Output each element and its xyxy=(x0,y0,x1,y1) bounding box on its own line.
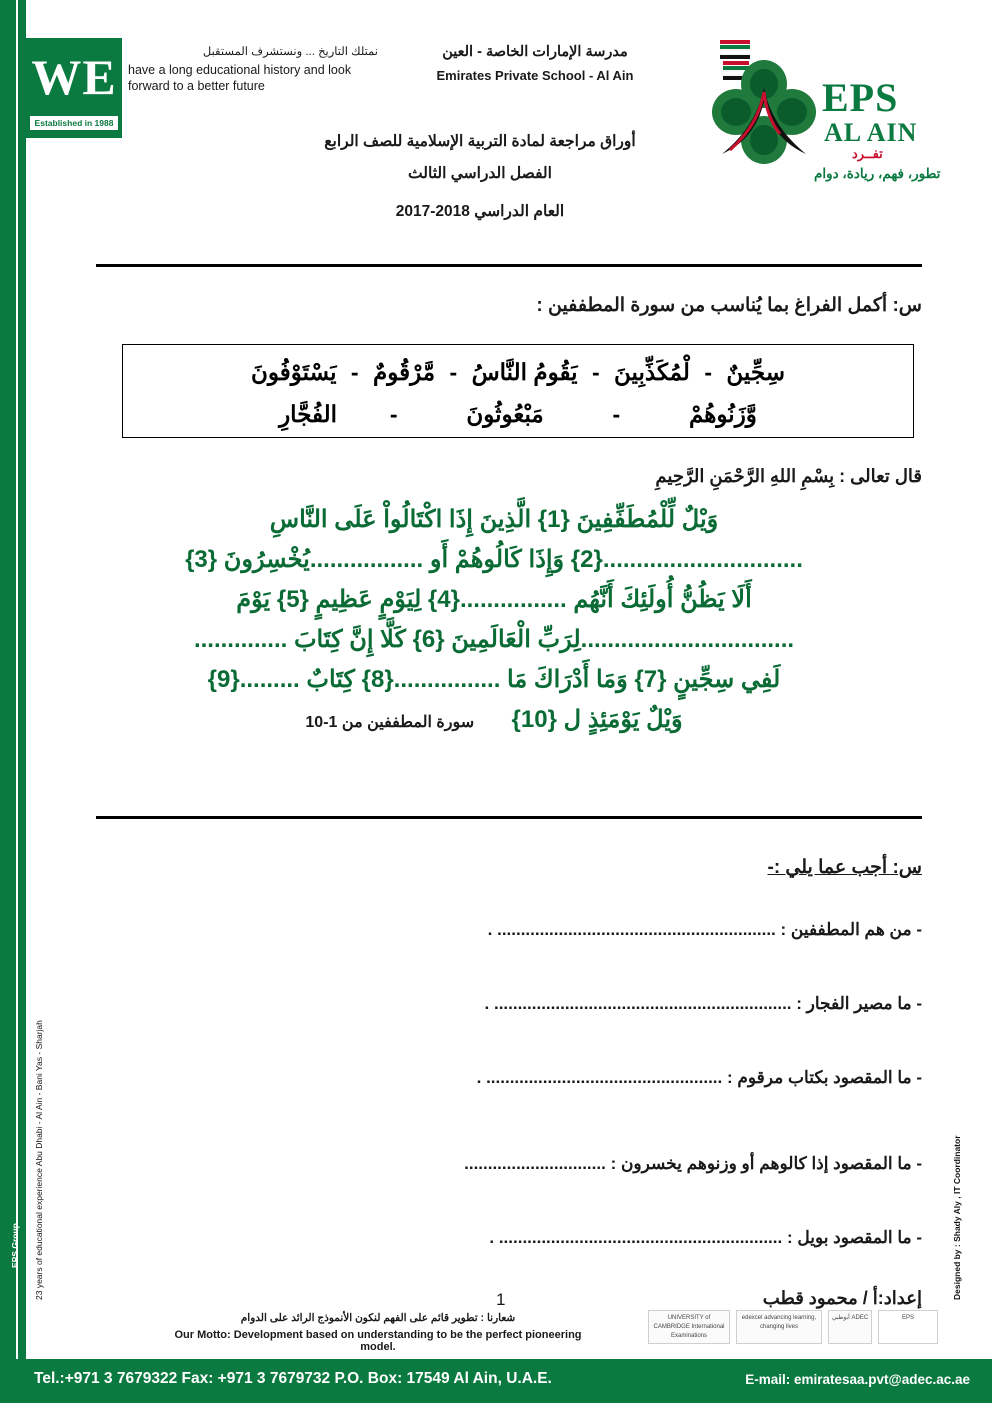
question2-item-5 xyxy=(92,1228,922,1248)
divider-top xyxy=(96,264,922,267)
question2-item-text: - ما مصير الفجار : xyxy=(796,994,922,1013)
answer-dotted-line[interactable]: ............................................................ xyxy=(498,1228,783,1247)
word-bank-item: وَّزَنُوهُمْ xyxy=(688,401,757,427)
verse-line: وَيْلٌ لِّلْمُطَفِّفِينَ {1} الَّذِينَ إِذَا اكْتَالُواْ عَلَى النَّاسِ xyxy=(269,506,719,533)
word-bank-sep: - xyxy=(591,359,600,385)
answer-dotted-line[interactable]: ........................................................... xyxy=(497,920,776,939)
question2-item-text: - من هم المطففين : xyxy=(780,920,922,939)
footer-telephone: Tel.:+971 3 7679322 Fax: +971 3 7679732 P.O. Box: 17549 Al Ain, U.A.E. xyxy=(34,1370,552,1387)
adec-logo: أبوظبي ADEC xyxy=(828,1310,872,1344)
basmala-line: قال تعالى : بِسْمِ اللهِ الرَّحْمَنِ الرَّحِيمِ xyxy=(655,466,922,486)
eps-footer-logo: EPS xyxy=(878,1310,938,1344)
word-bank-item: الفُجَّارِ xyxy=(279,401,338,427)
eps-logo-block xyxy=(702,34,974,202)
footer-email[interactable]: E-mail: emiratesaa.pvt@adec.ac.ae xyxy=(745,1372,970,1387)
answer-dotted-line[interactable]: .............................. xyxy=(464,1154,606,1173)
document-term: الفصل الدراسي الثالث xyxy=(408,165,552,182)
verse-line: ................................لِرَبِّ الْعَالَمِينَ {6} كَلَّا إِنَّ كِتَابَ .............. xyxy=(193,626,795,653)
question2-item-tail: . xyxy=(484,994,490,1013)
word-bank-item: سِجِّينٌ xyxy=(726,359,785,385)
left-green-bar xyxy=(0,0,16,1403)
word-bank-row-1 xyxy=(137,351,899,393)
quran-verses xyxy=(74,500,914,743)
side-note-years: 23 years of educational experience Abu Dhabi - Al Ain - Bani Yas - Sharjah xyxy=(34,1020,44,1300)
document-year: العام الدراسي 2018-2017 xyxy=(395,203,565,220)
school-name-arabic: مدرسة الإمارات الخاصة - العين xyxy=(442,44,628,60)
word-bank-sep: - xyxy=(449,359,458,385)
word-bank-box xyxy=(122,344,914,438)
question2-item-1 xyxy=(92,920,922,940)
surah-reference: سورة المطففين من 1-10 xyxy=(305,714,475,731)
we-motto-english: have a long educational history and look forward to a better future xyxy=(128,63,352,93)
question2-item-4 xyxy=(92,1154,922,1174)
clover-leaf-icon xyxy=(710,58,818,166)
eps-title: EPS xyxy=(822,75,899,120)
eps-subtitle: AL AIN xyxy=(824,118,918,147)
question2-item-text: - ما المقصود إذا كالوهم أو وزنوهم يخسرون : xyxy=(610,1154,922,1173)
document-title: أوراق مراجعة لمادة التربية الإسلامية للصف الرابع xyxy=(324,133,636,150)
word-bank-row-2 xyxy=(137,393,899,435)
we-logo-text: WE xyxy=(31,49,117,105)
footer-contact-bar xyxy=(0,1359,992,1403)
edexcel-logo: edexcel advancing learning, changing lives xyxy=(736,1310,822,1344)
side-note-designer: Designed by : Shady Aly , IT Coordinator xyxy=(952,1135,962,1300)
divider-middle xyxy=(96,816,922,819)
footer-motto-english: Our Motto: Development based on understanding to be the perfect pioneering model. xyxy=(174,1329,582,1353)
word-bank-sep: - xyxy=(704,359,713,385)
verse-line: أَلَا يَظُنُّ أُولَئِكَ أَنَّهُم ................{4} لِيَوْمٍ عَظِيمٍ {5} يَوْمَ xyxy=(236,586,752,613)
question2-item-3 xyxy=(92,1068,922,1088)
question2-item-tail: . xyxy=(476,1068,482,1087)
word-bank-item: يَسْتَوْفُونَ xyxy=(251,359,337,385)
verse-line: لَفِي سِجِّينٍ {7} وَمَا أَدْرَاكَ مَا ................{8} كِتَابٌ .........{9} xyxy=(207,666,781,693)
word-bank-item: لْمُكَذِّبِينَ xyxy=(614,359,690,385)
footer-motto-arabic: شعارنا : تطوير قائم على الفهم لنكون الأنموذج الرائد على الدوام xyxy=(240,1312,516,1324)
we-logo xyxy=(26,38,122,138)
we-established-label: Established in 1988 xyxy=(30,116,118,130)
question2-item-tail: . xyxy=(489,1228,495,1247)
side-note-eps-group: EPS Group xyxy=(10,1223,20,1268)
verse-line: وَيْلٌ يَوْمَئِذٍ ل {10} xyxy=(511,706,683,733)
question2-item-tail: . xyxy=(487,920,493,939)
verse-line: ..............................{2} وَإِذَا كَالُوهُمْ أَو .................يُخْسِرُونَ {3} xyxy=(185,546,803,573)
eps-motto: تطور، فهم، ريادة، دوام xyxy=(814,166,941,181)
word-bank-sep: - xyxy=(389,401,398,427)
question2-item-text: - ما المقصود بويل : xyxy=(786,1228,922,1247)
school-name-english: Emirates Private School - Al Ain xyxy=(436,68,634,83)
word-bank-sep: - xyxy=(350,359,359,385)
cambridge-logo: UNIVERSITY of CAMBRIDGE International Examinations xyxy=(648,1310,730,1344)
we-motto-arabic: نمتلك التاريخ ... ونستشرف المستقبل xyxy=(202,46,378,58)
question2-item-2 xyxy=(92,994,922,1014)
question2-prompt: س: أجب عما يلي :- xyxy=(767,857,922,878)
answer-dotted-line[interactable]: .................................................. xyxy=(486,1068,723,1087)
eps-arabic-tagline: تفــرد xyxy=(852,146,883,161)
word-bank-sep: - xyxy=(612,401,621,427)
answer-dotted-line[interactable]: ............................................................... xyxy=(493,994,792,1013)
word-bank-item: مَّرْقُومٌ xyxy=(372,359,436,385)
footer-accreditation-logos xyxy=(648,1306,944,1350)
question2-item-text: - ما المقصود بكتاب مرقوم : xyxy=(726,1068,922,1087)
page-number: 1 xyxy=(496,1290,506,1309)
prepared-by: إعداد:أ / محمود قطب xyxy=(762,1288,922,1308)
question1-prompt: س: أكمل الفراغ بما يُناسب من سورة المطففين : xyxy=(536,295,922,316)
left-green-bar-inner xyxy=(18,0,26,1403)
word-bank-item: يَقُومُ النَّاسُ xyxy=(471,359,578,385)
word-bank-item: مَبْعُوثُونَ xyxy=(466,401,544,427)
